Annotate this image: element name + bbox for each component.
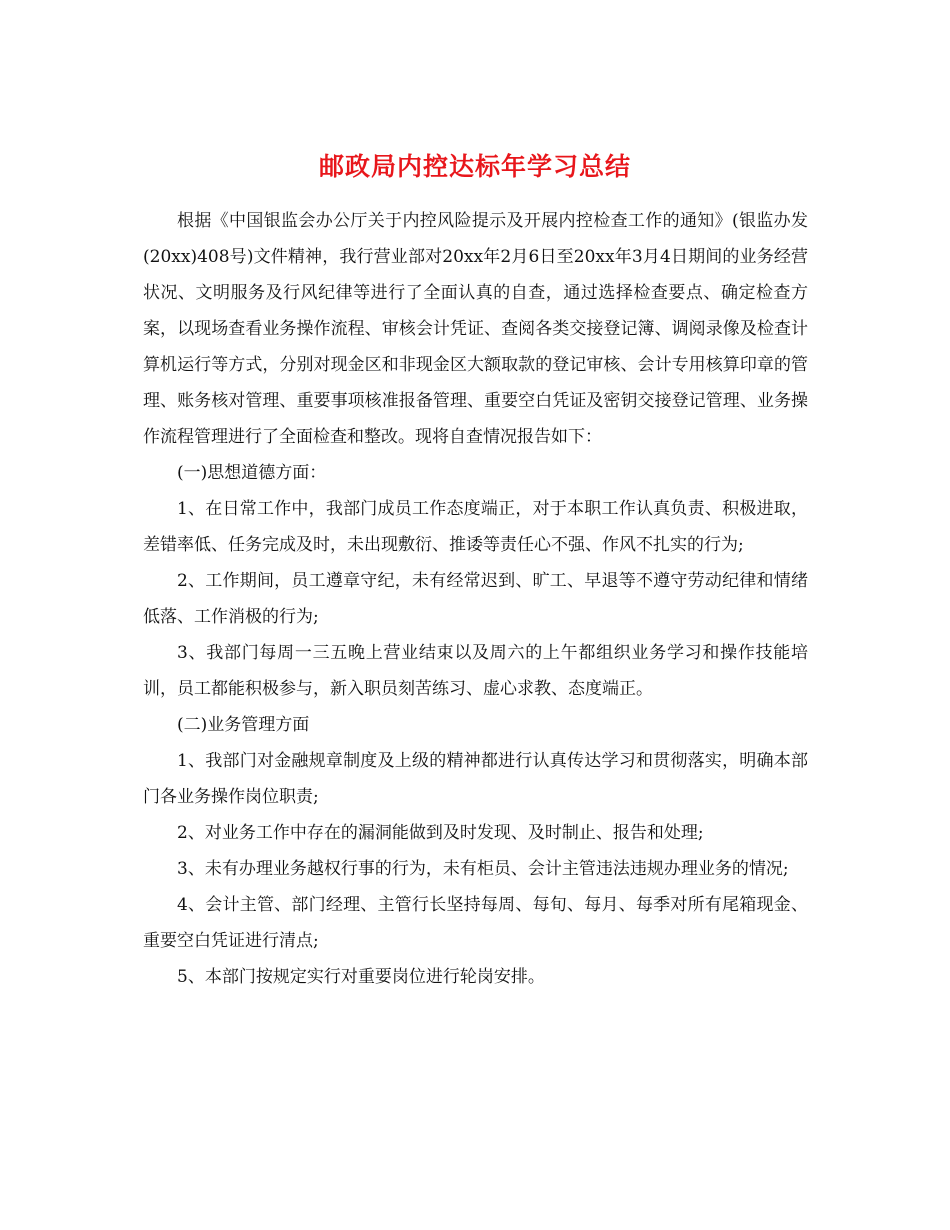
paragraph-item: 1、在日常工作中，我部门成员工作态度端正，对于本职工作认真负责、积极进取，差错率低、任务完成及时，未出现敷衍、推诿等责任心不强、作风不扎实的行为;	[143, 499, 808, 555]
paragraph-item: 3、未有办理业务越权行事的行为，未有柜员、会计主管违法违规办理业务的情况;	[177, 859, 789, 879]
document-body	[143, 203, 808, 995]
paragraph-item: 2、工作期间，员工遵章守纪，未有经常迟到、旷工、早退等不遵守劳动纪律和情绪低落、工作消极的行为;	[143, 571, 808, 627]
section-heading-ideology: (一)思想道德方面：	[177, 463, 327, 483]
paragraph-item: 5、本部门按规定实行对重要岗位进行轮岗安排。	[177, 967, 545, 987]
paragraph-item: 3、我部门每周一三五晚上营业结束以及周六的上午都组织业务学习和操作技能培训，员工都能积极参与，新入职员刻苦练习、虚心求教、态度端正。	[143, 643, 808, 699]
paragraph-intro: 根据《中国银监会办公厅关于内控风险提示及开展内控检查工作的通知》(银监办发(20xx)408号)文件精神，我行营业部对20xx年2月6日至20xx年3月4日期间的业务经营状况、文明服务及行风纪律等进行了全面认真的自查，通过选择检查要点、确定检查方案，以现场查看业务操作流程、审核会计凭证、查阅各类交接登记簿、调阅录像及检查计算机运行等方式，分别对现金区和非现金区大额取款的登记审核、会计专用核算印章的管理、账务核对管理、重要事项核准报备管理、重要空白凭证及密钥交接登记管理、业务操作流程管理进行了全面检查和整改。现将自查情况报告如下：	[143, 211, 808, 447]
paragraph-item: 2、对业务工作中存在的漏洞能做到及时发现、及时制止、报告和处理;	[177, 823, 704, 843]
paragraph-item: 4、会计主管、部门经理、主管行长坚持每周、每旬、每月、每季对所有尾箱现金、重要空白凭证进行清点;	[143, 895, 808, 951]
document-title: 邮政局内控达标年学习总结	[318, 151, 631, 181]
section-heading-business: (二)业务管理方面	[177, 715, 310, 735]
paragraph-item: 1、我部门对金融规章制度及上级的精神都进行认真传达学习和贯彻落实，明确本部门各业务操作岗位职责;	[143, 751, 808, 807]
